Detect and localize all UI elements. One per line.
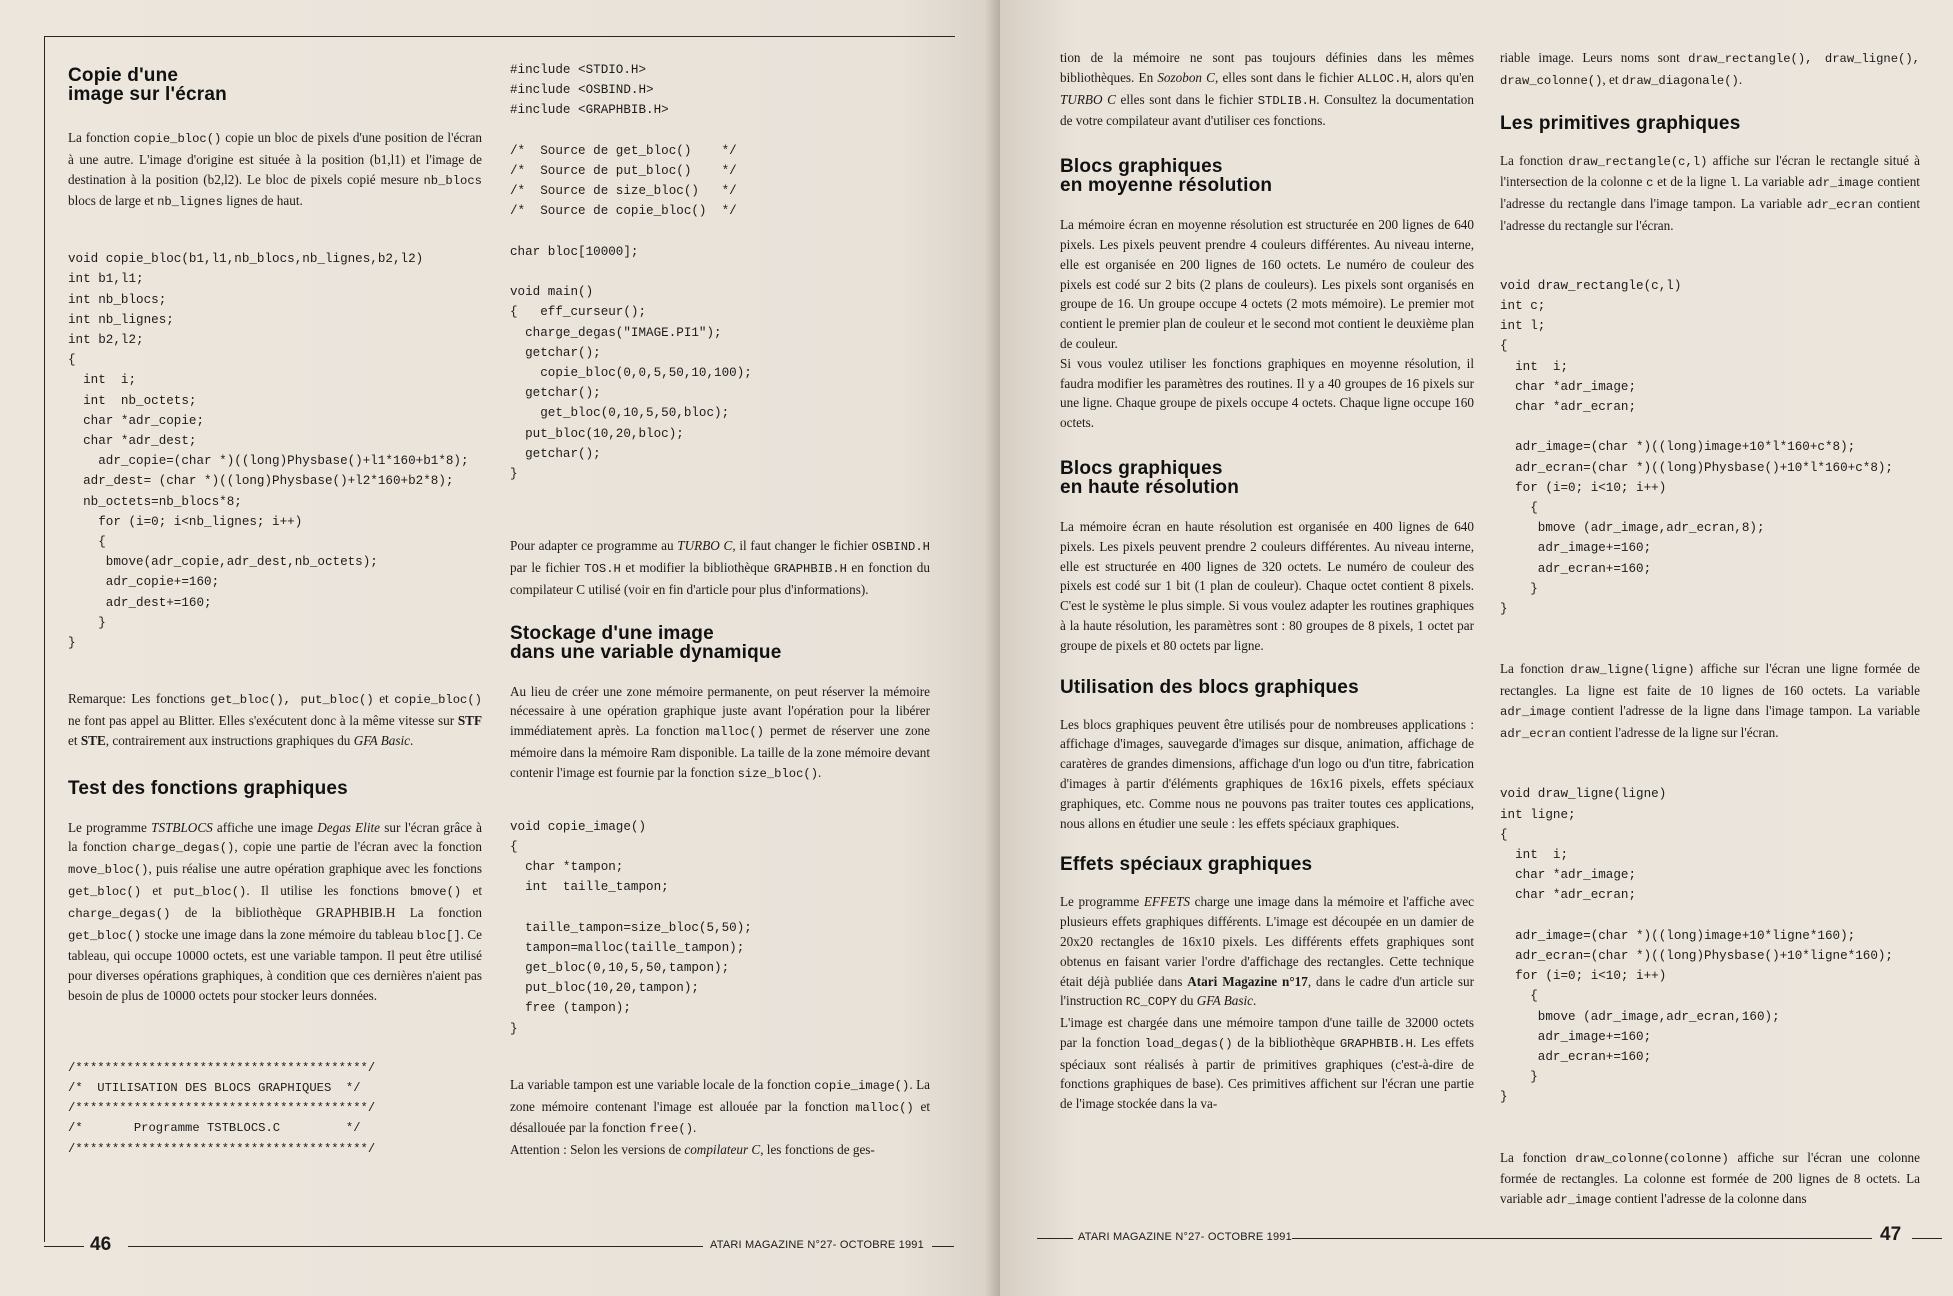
text: affiche sur l'écran une ligne formée de rectangles. La ligne est faite de 10 lignes de 160 octets. La variable	[1500, 661, 1920, 699]
code-inline: l	[1729, 176, 1738, 191]
heading-copie-image	[68, 66, 482, 104]
text: sur l'écran grâce à la fonction	[68, 819, 483, 855]
heading-line: Blocs graphiques	[1060, 457, 1223, 479]
code-block-copie-image: void copie_image() { char *tampon; int taille_tampon; taille_tampon=size_bloc(5,50); tampon=malloc(taille_tampon); get_bloc(0,10,5,50,tampon); put_bloc(10,20,tampon); free (tampon); }	[510, 819, 752, 1036]
code-inline: c	[1646, 176, 1654, 191]
text: contient l'adresse du rectangle dans l'image tampon. La variable	[1500, 174, 1920, 212]
text: riable image. Leurs noms sont	[1500, 50, 1689, 65]
text: TURBO C	[1060, 91, 1116, 107]
heading-moyenne-resolution	[1060, 157, 1474, 195]
code-inline: draw_colonne(colonne)	[1575, 1151, 1729, 1166]
code-inline: malloc()	[855, 1100, 914, 1115]
text: . Ce tableau, qui occupe 10000 octets, est une variable tampon. Il peut être utilisé pour diverses opérations graphiques, à condition que ces dernières n'aient pas besoin de plus de 10000 octets pour stocker leurs données.	[68, 926, 482, 1004]
paragraph	[1500, 1148, 1920, 1211]
code-inline: nb_blocs	[423, 173, 482, 188]
heading-test-fonctions: Test des fonctions graphiques	[68, 777, 348, 799]
code-block-copie-bloc: void copie_bloc(b1,l1,nb_blocs,nb_lignes,b2,l2) int b1,l1; int nb_blocs; int nb_lignes; int b2,l2; { int i; int nb_octets; char *adr_copie; char *adr_dest; adr_copie=(char *)((long)Physbase()+l1*160+b1*8); adr_dest= (char *)((long)Physbase()+l2*160+b2*8); nb_octets=nb_blocs*8; for (i=0; i<nb_lignes; i++) { bmove(adr_copie,adr_dest,nb_octets); adr_copie+=160; adr_dest+=160; } }	[68, 252, 469, 651]
text: Au lieu de créer une zone mémoire permanente, on peut réserver la mémoire nécessaire à une opération graphique juste avant l'opération pour la libérer immédiatement après. La fonction	[510, 683, 930, 739]
paragraph	[68, 128, 482, 213]
paragraph: Si vous voulez utiliser les fonctions graphiques en moyenne résolution, il faudra modifier les paramètres des routines. Il y a 40 groupes de 16 pixels sur une ligne. Chaque groupe de pixels occupe 4 octets. Chaque ligne occupe 160 octets.	[1060, 355, 1474, 431]
text: du	[1176, 993, 1197, 1009]
text: contient l'adresse de la ligne sur l'écran.	[1565, 724, 1779, 740]
code-inline: draw_ligne(ligne)	[1570, 663, 1695, 678]
text: , puis réalise une autre opération graphique avec les fonctions	[148, 861, 482, 877]
code-inline: get_bloc(), put_bloc()	[210, 693, 374, 708]
code-inline: draw_rectangle(c,l)	[1568, 154, 1708, 169]
text: contient l'adresse de la ligne dans l'image tampon. La variable	[1565, 702, 1920, 718]
footer-magazine: ATARI MAGAZINE N°27- OCTOBRE 1991	[710, 1239, 924, 1251]
code-inline: move_bloc()	[68, 863, 149, 878]
heading-line: Stockage d'une image	[510, 622, 714, 644]
code-inline: malloc()	[705, 725, 764, 740]
heading-line: dans une variable dynamique	[510, 641, 782, 663]
text: et modifier la bibliothèque	[620, 560, 774, 576]
text: et désallouée par la fonction	[510, 1098, 930, 1136]
heading-stockage-image	[510, 624, 930, 662]
code-inline: adr_image	[1545, 1193, 1612, 1208]
paragraph: La mémoire écran en haute résolution est organisée en 400 lignes de 640 pixels. Les pixels peuvent prendre 2 couleurs différentes. Au niveau interne, elle est structurée en 400 lignes de 320 octets. Le numéro de couleur des pixels est codé sur 1 bit (1 plan de couleur). Chaque octet contient 8 pixels. C'est le système le plus simple. Si vous voulez adapter les routines graphiques à la haute résolution, les paramètres sont : 80 groupes de 8 pixels, 1 octet par groupe de pixels et 80 octets par ligne.	[1060, 518, 1474, 653]
text: , les fonctions de ges-	[760, 1142, 875, 1158]
text: Sozobon C	[1157, 69, 1215, 85]
text: lignes de haut.	[222, 193, 303, 209]
text: Remarque: Les fonctions	[68, 691, 211, 707]
text: affiche une image	[212, 819, 318, 835]
text: permet de réserver une zone mémoire dans la mémoire Ram disponible. La taille de la zone mémoire devant contenir l'image est fournie par la fonction	[510, 723, 930, 780]
paragraph	[1060, 48, 1474, 131]
text: EFFETS	[1143, 894, 1191, 910]
footer-rule	[1912, 1238, 1942, 1239]
column-1	[68, 66, 482, 1159]
text: . La variable	[1737, 174, 1808, 190]
footer-rule	[1292, 1238, 1872, 1239]
paragraph	[1500, 659, 1920, 744]
code-block-header-comment: /****************************************/ /* UTILISATION DES BLOCS GRAPHIQUES */ /****************************************/ /* Programme TSTBLOCS.C */ /****************************************/	[68, 1060, 376, 1156]
text: La fonction	[1500, 661, 1571, 677]
code-inline: copie_image()	[814, 1078, 910, 1093]
code-inline: bmove()	[410, 885, 462, 900]
text: , copie une partie de l'écran avec la fonction	[234, 839, 482, 855]
text: contient l'adresse du rectangle sur l'écran.	[1500, 196, 1920, 233]
footer-rule	[44, 1246, 84, 1247]
page-number: 47	[1880, 1224, 1902, 1245]
text: La fonction	[1500, 1149, 1576, 1165]
code-inline: bloc[]	[416, 928, 461, 943]
column-4	[1500, 48, 1920, 1211]
footer-rule	[932, 1246, 954, 1247]
text: L'image est chargée dans une mémoire tampon d'une taille de 32000 octets par la fonction	[1060, 1015, 1474, 1050]
text: par le fichier	[510, 560, 585, 576]
code-inline: draw_rectangle(), draw_ligne(), draw_colonne()	[1500, 52, 1920, 88]
text: et	[68, 732, 81, 748]
text: , alors qu'en	[1408, 69, 1474, 85]
text: elles sont dans le fichier	[1115, 91, 1258, 107]
text: tion de la mémoire ne sont pas toujours définies dans les mêmes bibliothèques. En	[1060, 50, 1474, 85]
text: , contrairement aux instructions graphiques du	[105, 732, 354, 748]
text: affiche sur l'écran une colonne formée de rectangles. La colonne est formée de 200 lignes de 8 octets. La variable	[1500, 1149, 1920, 1207]
page-number: 46	[90, 1234, 112, 1255]
column-2	[510, 60, 930, 1160]
code-inline: adr_image	[1807, 176, 1874, 191]
heading-line: en haute résolution	[1060, 476, 1240, 498]
code-inline: put_bloc()	[173, 885, 247, 900]
paragraph-remarque	[68, 689, 482, 750]
code-inline: copie_bloc()	[133, 132, 222, 146]
heading-utilisation-blocs: Utilisation des blocs graphiques	[1060, 676, 1359, 698]
text: Degas Elite	[317, 819, 381, 835]
paragraph	[510, 1075, 930, 1140]
text: TSTBLOCS	[151, 819, 213, 835]
code-block-draw-rectangle: void draw_rectangle(c,l) int c; int l; { int i; char *adr_image; char *adr_ecran; adr_image=(char *)((long)image+10*l*160+c*8); adr_ecran=(char *)((long)Physbase()+10*l*160+c*8); for (i=0; i<10; i++) { bmove (adr_image,adr_ecran,8); adr_image+=160; adr_ecran+=160; } }	[1500, 278, 1893, 617]
code-inline: adr_ecran	[1500, 726, 1566, 741]
text: Le programme	[68, 819, 152, 835]
text: GFA Basic	[1196, 993, 1254, 1009]
paragraph: La mémoire écran en moyenne résolution est structurée en 200 lignes de 640 pixels. Les pixels peuvent prendre 4 couleurs différentes. Au niveau interne, elle est organisée en 200 lignes de 160 octets. Le numéro de couleur des pixels est codé sur 2 bits (2 plans de couleurs). Les pixels sont organisés en groupe de 16. Un groupe occupe 4 octets (2 mots mémoire). Le premier mot contient le premier plan de couleur et le second mot contient le deuxième plan de couleur.	[1060, 217, 1474, 351]
text: La fonction	[68, 130, 134, 145]
text: . Consultez la documentation de votre compilateur avant d'utiliser ces fonctions.	[1060, 91, 1474, 129]
text: et	[461, 883, 482, 899]
paragraph	[510, 682, 930, 785]
footer-rule	[1037, 1238, 1073, 1239]
code-block-draw-ligne: void draw_ligne(ligne) int ligne; { int i; char *adr_image; char *adr_ecran; adr_image=(char *)((long)image+10*ligne*160); adr_ecran=(char *)((long)Physbase()+10*ligne*160); for (i=0; i<10; i++) { bmove (adr_image,adr_ecran,160); adr_image+=160; adr_ecran+=160; } }	[1500, 787, 1893, 1105]
text: et de la ligne	[1653, 174, 1730, 190]
paragraph	[1500, 151, 1920, 236]
footer-magazine: ATARI MAGAZINE N°27- OCTOBRE 1991	[1078, 1231, 1292, 1243]
heading-line: image sur l'écran	[68, 84, 227, 105]
code-inline: draw_diagonale()	[1621, 73, 1739, 88]
text: . Les effets spéciaux sont réalisés à partir de primitives graphiques (c'est-à-dire de fonctions graphiques de base). Ces primitives affichent sur l'écran une partie de l'image stockée dans la va-	[1060, 1034, 1475, 1112]
code-inline: charge_degas()	[68, 906, 171, 921]
text: STE	[80, 732, 106, 748]
code-inline: GRAPHBIB.H	[1339, 1036, 1413, 1051]
paragraph	[68, 818, 482, 1006]
text: de la bibliothèque	[1232, 1034, 1340, 1050]
text: affiche sur l'écran le rectangle situé à l'intersection de la colonne	[1500, 152, 1920, 190]
code-inline: size_bloc()	[737, 766, 819, 781]
text: compilateur C	[684, 1142, 761, 1158]
text: .	[693, 1120, 697, 1136]
heading-effets-speciaux: Effets spéciaux graphiques	[1060, 854, 1313, 876]
text: blocs de large et	[68, 193, 158, 209]
column-3	[1060, 48, 1474, 1114]
code-inline: get_bloc()	[68, 885, 142, 900]
text: et	[373, 691, 395, 707]
code-inline: load_degas()	[1144, 1036, 1233, 1051]
text: et	[141, 883, 174, 899]
code-inline: STDLIB.H	[1257, 93, 1317, 108]
paragraph	[1500, 48, 1920, 92]
code-inline: RC_COPY	[1125, 995, 1177, 1010]
text: contient l'adresse de la colonne dans	[1611, 1191, 1807, 1207]
code-inline: copie_bloc()	[394, 693, 482, 708]
code-inline: nb_lignes	[157, 195, 223, 210]
text: . La zone mémoire contenant l'image est allouée par la fonction	[510, 1076, 930, 1114]
text: .	[1253, 993, 1257, 1009]
heading-line: Copie d'une	[68, 65, 179, 86]
text: STF	[457, 713, 482, 729]
paragraph	[1060, 892, 1474, 1013]
footer-rule	[128, 1246, 703, 1247]
text: , et	[1602, 71, 1622, 87]
text: La fonction	[1500, 152, 1569, 168]
paragraph: Les blocs graphiques peuvent être utilisés pour de nombreuses applications : affichage d'images, sauvegarde d'images sur disque, animation, affichage de caratères de grandes dimensions, affichage d'un logo ou d'un titre, fabrication d'images à partir d'éléments graphiques de 16x16 pixels, effets spéciaux graphiques, etc. Comme nous ne pouvons pas traiter toutes ces applications, nous allons en étudier une seule : les effets spéciaux graphiques.	[1060, 716, 1474, 831]
code-inline: TOS.H	[584, 562, 621, 577]
heading-line: en moyenne résolution	[1060, 175, 1273, 197]
code-inline: OSBIND.H	[871, 540, 930, 555]
text: TURBO C	[677, 538, 733, 554]
text: en fonction du compilateur C utilisé (voir en fin d'article pour plus d'informations).	[510, 560, 930, 597]
heading-primitives: Les primitives graphiques	[1500, 112, 1741, 134]
text: .	[818, 764, 822, 780]
text: , dans le cadre d'un article sur l'instruction	[1060, 973, 1474, 1009]
code-inline: adr_image	[1500, 704, 1566, 719]
code-inline: adr_ecran	[1806, 198, 1873, 213]
text: charge une image dans la mémoire et l'affiche avec plusieurs effets graphiques différents. L'image est découpée en un damier de 20x20 rectangles de 16x10 pixels. Les différents effets graphiques sont obtenus en faisant varier l'ordre d'affichage des rectangles. Cette technique était déjà publiée dans	[1060, 894, 1475, 989]
paragraph	[510, 536, 930, 599]
text: GFA Basic	[353, 732, 410, 748]
text: Attention : Selon les versions de	[510, 1142, 685, 1158]
text: . Il utilise les fonctions	[246, 883, 410, 899]
text: La variable tampon est une variable locale de la fonction	[510, 1076, 815, 1092]
page-47	[1000, 0, 1953, 1296]
paragraph	[510, 1140, 930, 1160]
heading-haute-resolution	[1060, 459, 1474, 497]
paragraph	[1060, 1013, 1474, 1114]
text: stocke une image dans la zone mémoire du tableau	[141, 926, 417, 942]
text: , elles sont dans le fichier	[1214, 69, 1358, 85]
code-inline: GRAPHBIB.H	[773, 562, 847, 577]
code-block-main: #include <STDIO.H> #include <OSBIND.H> #include <GRAPHBIB.H> /* Source de get_bloc() */ /* Source de put_bloc() */ /* Source de size_bloc() */ /* Source de copie_bloc() */ char bloc[10000]; void main() { eff_curseur(); charge_degas("IMAGE.PI1"); getchar(); copie_bloc(0,0,5,50,10,100); getchar(); get_bloc(0,10,5,50,bloc); put_bloc(10,20,bloc); getchar(); }	[510, 63, 752, 482]
text: .	[410, 732, 414, 748]
text: ne font pas appel au Blitter. Elles s'exécutent donc à la même vitesse sur	[68, 713, 458, 729]
text: Le programme	[1060, 894, 1144, 910]
code-inline: ALLOC.H	[1357, 71, 1409, 86]
code-inline: free()	[649, 1122, 694, 1137]
text: de la bibliothèque GRAPHBIB.H La fonction	[170, 904, 482, 920]
text: Pour adapter ce programme au	[510, 538, 678, 554]
heading-line: Blocs graphiques	[1060, 156, 1223, 178]
code-inline: get_bloc()	[68, 928, 142, 943]
code-inline: charge_degas()	[131, 841, 235, 856]
text: .	[1738, 71, 1743, 87]
text: copie un bloc de pixels d'une position de l'écran à une autre. L'image d'origine est située à la position (b1,l1) et l'image de destination à la position (b2,l2). Le bloc de pixels copié mesure	[68, 130, 482, 187]
text: , il faut changer le fichier	[732, 538, 872, 554]
text: Atari Magazine n°17	[1187, 973, 1308, 989]
